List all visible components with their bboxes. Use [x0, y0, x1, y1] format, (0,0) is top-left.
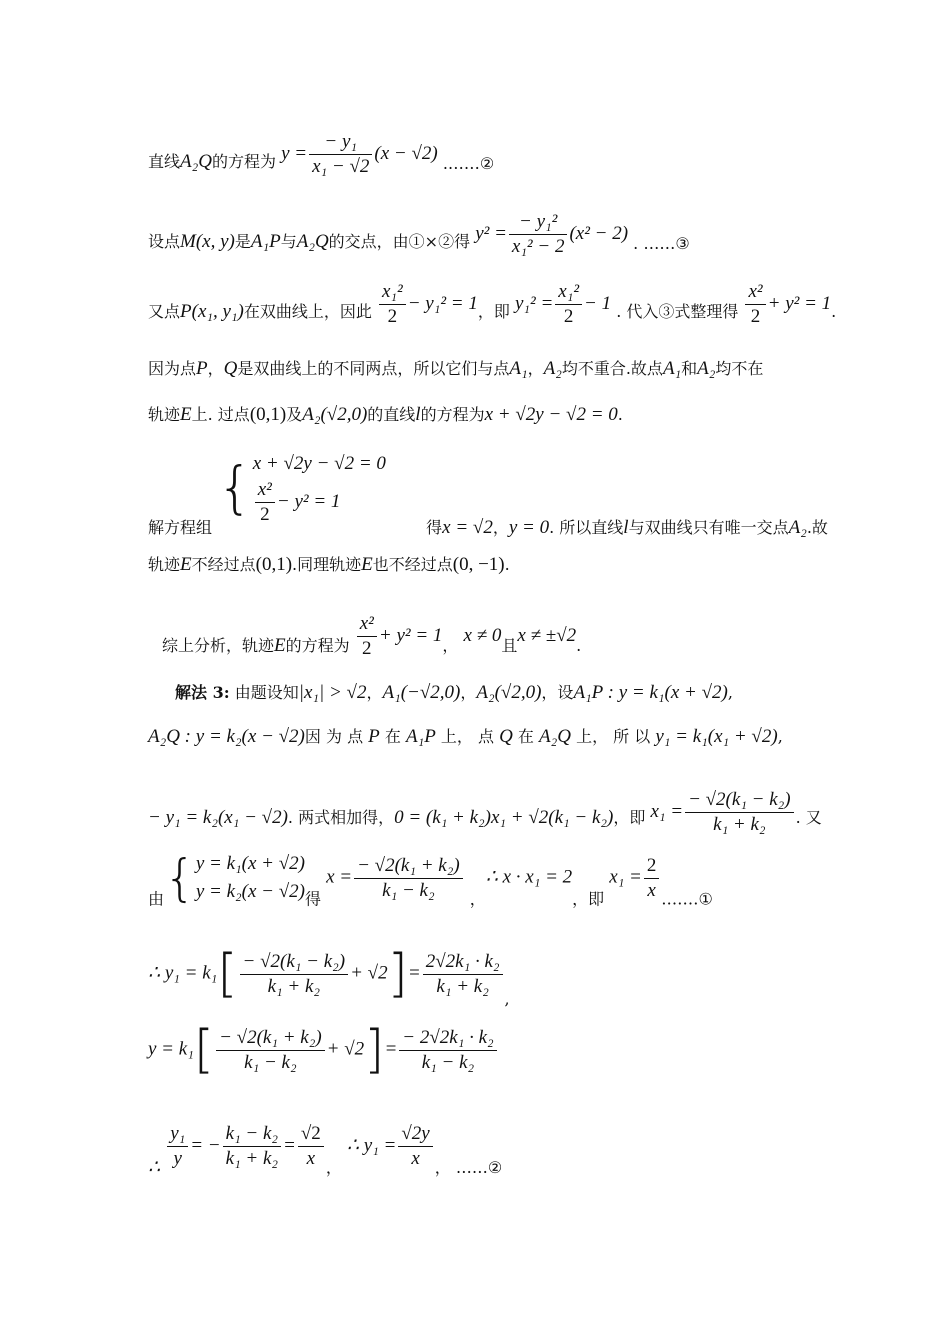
text: 与 — [280, 232, 297, 251]
text-line: 轨迹E不经过点(0,1).同理轨迹E也不经过点(0, −1). — [148, 554, 510, 575]
equation-system: 解方程组 { x + √2y − √2 = 0 $\frac{\text{x²}}{2}$ − y² = 1 得x = √2，y = 0. 所以直线l与双曲线只有唯一交点A₂.故 — [148, 453, 828, 538]
fraction: $\frac{\text{2√2k₁ · k₂}}{\text{k₁ + k₂}}$ — [423, 950, 503, 999]
fraction: $\frac{\text{x²}}{2}$ — [745, 280, 765, 329]
text: 设点 — [148, 232, 181, 251]
math: A₂Q — [180, 151, 212, 172]
conclusion-line: 综上分析，轨迹E的方程为 $\frac{\text{x²}}{2}$ + y² = 1， x ≠ 0且x ≠ ±√2. — [162, 613, 582, 659]
text: .……② — [442, 154, 495, 173]
math: P(x₁, y₁) — [180, 301, 244, 322]
fraction: $\frac{\text{y₁}}{y}$ — [167, 1122, 188, 1171]
text: . — [831, 302, 837, 321]
fraction: $\frac{\text{− √2(k₁ − k₂)}}{\text{k₁ + k₂}}$ — [240, 950, 349, 999]
fraction: $\frac{\text{k₁ − k₂}}{\text{k₁ + k₂}}$ — [223, 1122, 281, 1171]
fraction: $\frac{\text{x²}}{2}$ — [357, 612, 377, 661]
equation-ratio: ∴ $\frac{\text{y₁}}{y}$ = − $\frac{\text{k₁ − k₂}}{\text{k₁ + k₂}}$ = $\frac{√2}{x}$ ， ∴ y₁ = $\frac{√2y}{x}$ ， ……② — [148, 1123, 503, 1178]
equation-line-hyperbola — [148, 280, 836, 329]
math: (x − √2) — [374, 143, 438, 164]
fraction: $\frac{\text{− √2(k₁ + k₂)}}{\text{k₁ − k₂}}$ — [354, 854, 463, 903]
text-line: 因为点P，Q是双曲线上的不同两点，所以它们与点A₁，A₂均不重合.故点A₁和A₂均不在 — [148, 358, 764, 379]
text: ，即 — [477, 302, 510, 321]
fraction: $\frac{√2}{x}$ — [298, 1122, 324, 1171]
fraction: $\frac{\text{− 2√2k₁ · k₂}}{\text{k₁ − k₂}}$ — [399, 1026, 496, 1075]
fraction: $\frac{\text{x₁²}}{2}$ — [379, 280, 406, 329]
equation-system-2: 由{ y = k₁(x + √2) y = k₂(x − √2) 得 x = $\frac{\text{− √2(k₁ + k₂)}}{\text{k₁ − k₂}}$ ，∴ x · x₁ = 2，即 x₁ = $\frac{2}{x}$ .……① — [148, 849, 713, 909]
text-line: − y₁ = k₂(x₁ − √2). 两式相加得，0 = (k₁ + k₂)x₁ + √2(k₁ − k₂)，即 x₁ = $\frac{\text{− √2(k₁ − k₂)}}{\text{k₁ + k₂}}$ . 又 — [148, 789, 822, 835]
text-line: 轨迹E上. 过点(0,1)及A₂(√2,0)的直线l的方程为x + √2y − √2 = 0. — [148, 404, 623, 425]
left-brace: { — [164, 849, 196, 907]
fraction: $\frac{\text{− √2(k₁ − k₂)}}{\text{k₁ + k₂}}$ — [685, 788, 794, 837]
equation-line-intersection — [148, 210, 690, 259]
math: M(x, y) — [180, 231, 235, 252]
fraction: $\frac{2}{x}$ — [644, 854, 660, 903]
fraction: $\frac{\text{− y₁}}{\text{x₁ − √2}}$ — [309, 130, 372, 179]
math: y² = — [475, 223, 507, 244]
equation-y1: ∴ y₁ = k₁[ $\frac{\text{− √2(k₁ − k₂)}}{\text{k₁ + k₂}}$ + √2]= $\frac{\text{2√2k₁ · k₂}}{\text{k₁ + k₂}}$ , — [148, 944, 510, 1009]
text: 在双曲线上，因此 — [243, 302, 372, 321]
math: (x² − 2) — [569, 223, 629, 244]
equation-line-a2q — [148, 130, 494, 179]
text-line: A₂Q : y = k₂(x − √2)因 为 点 P 在 A₁P 上， 点 Q 在 A₂Q 上， 所 以 y₁ = k₁(x₁ + √2), — [148, 726, 783, 747]
fraction: $\frac{\text{x²}}{2}$ — [255, 478, 275, 527]
math: − y₁² = 1 — [407, 293, 478, 314]
math: A₂Q — [296, 231, 329, 252]
text: 是 — [234, 232, 251, 251]
math: − 1 — [584, 293, 612, 314]
fraction: $\frac{\text{x₁²}}{2}$ — [555, 280, 582, 329]
math: y = — [281, 143, 308, 164]
solution-3-line: 解法 3: 由题设知|x₁| > √2，A₁(−√2,0)，A₂(√2,0)，设A₁P : y = k₁(x + √2), — [175, 682, 733, 703]
text: 又点 — [148, 302, 181, 321]
fraction: $\frac{\text{− √2(k₁ + k₂)}}{\text{k₁ − k₂}}$ — [216, 1026, 325, 1075]
fraction: $\frac{\text{− y₁²}}{\text{x₁² − 2}}$ — [509, 210, 568, 259]
math: y₁² = — [514, 293, 554, 314]
equation-y: y = k₁[ $\frac{\text{− √2(k₁ + k₂)}}{\text{k₁ − k₂}}$ + √2]= $\frac{\text{− 2√2k₁ · k₂}}{\text{k₁ − k₂}}$ — [148, 1020, 499, 1080]
text: 直线 — [148, 152, 181, 171]
fraction: $\frac{√2y}{x}$ — [398, 1122, 432, 1171]
text: 的方程为 — [211, 152, 276, 171]
math: + y² = 1 — [767, 293, 832, 314]
text: . 代入③式整理得 — [616, 302, 739, 321]
left-brace: { — [217, 455, 253, 521]
text: . ……③ — [633, 234, 690, 253]
math: A₁P — [250, 231, 281, 252]
text: 的交点，由①×②得 — [328, 232, 471, 251]
